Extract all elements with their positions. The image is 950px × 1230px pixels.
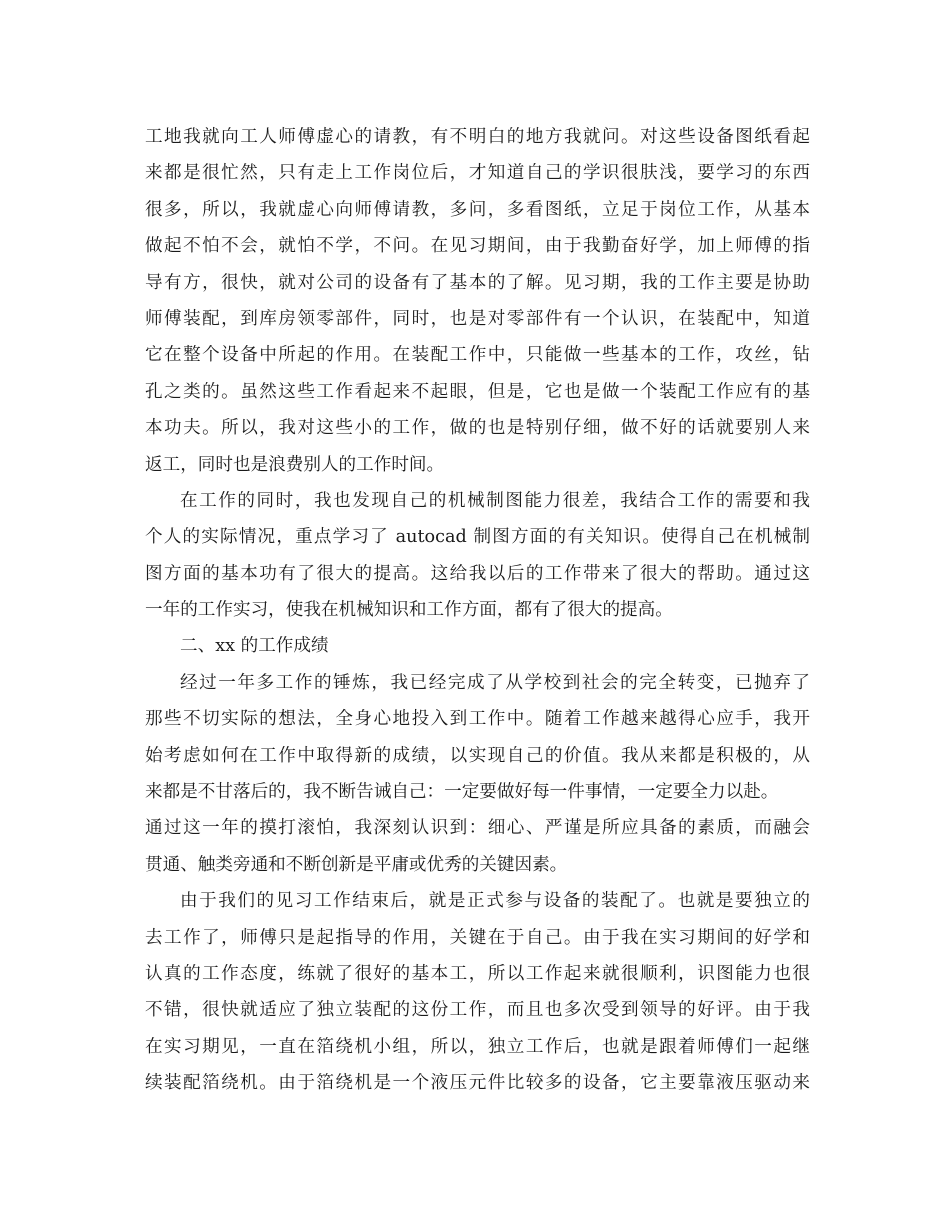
paragraph-transformation [145,665,810,883]
text-line: 本功夫。所以，我对这些小的工作，做的也是特别仔细，做不好的话就要别人来 [145,418,810,439]
text-line: 那些不切实际的想法，全身心地投入到工作中。随着工作越来越得心应手，我开 [145,709,810,730]
text-line: 导有方，很快，就对公司的设备有了基本的了解。见习期，我的工作主要是协助 [145,272,810,293]
text-line: 由于我们的见习工作结束后，就是正式参与设备的装配了。也就是要独立的 [180,891,810,912]
text-line: 它在整个设备中所起的作用。在装配工作中，只能做一些基本的工作，攻丝，钻 [145,345,810,366]
text-line: 经过一年多工作的锤炼，我已经完成了从学校到社会的完全转变，已抛弃了 [180,672,810,693]
text-line: 师傅装配，到库房领零部件，同时，也是对零部件有一个认识，在装配中，知道 [145,308,810,329]
text-line: 通过这一年的摸打滚怕，我深刻认识到：细心、严谨是所应具备的素质，而融会 [145,818,810,839]
text-line: 一年的工作实习，使我在机械知识和工作方面，都有了很大的提高。 [145,600,673,621]
document-body [145,119,810,1102]
text-line: 在实习期见，一直在箔绕机小组，所以，独立工作后，也就是跟着师傅们一起继 [145,1036,810,1057]
section-heading: 二、xx 的工作成绩 [180,636,329,657]
text-line: 做起不怕不会，就怕不学，不问。在见习期间，由于我勤奋好学，加上师傅的指 [145,236,810,257]
text-line: 图方面的基本功有了很大的提高。这给我以后的工作带来了很大的帮助。通过这 [145,563,810,584]
text-line: 不错，很快就适应了独立装配的这份工作，而且也多次受到领导的好评。由于我 [145,1000,810,1021]
section-heading-achievements [145,628,810,664]
text-line: 在工作的同时，我也发现自己的机械制图能力很差，我结合工作的需要和我 [180,490,810,511]
text-line: 个人的实际情况，重点学习了 autocad 制图方面的有关知识。使得自己在机械制 [145,527,810,548]
text-line: 续装配箔绕机。由于箔绕机是一个液压元件比较多的设备，它主要靠液压驱动来 [145,1073,810,1094]
text-line: 返工，同时也是浪费别人的工作时间。 [145,454,445,475]
paragraph-apprenticeship [145,119,810,483]
text-line: 来都是很忙然，只有走上工作岗位后，才知道自己的学识很肤浅，要学习的东西 [145,163,810,184]
text-line: 孔之类的。虽然这些工作看起来不起眼，但是，它也是做一个装配工作应有的基 [145,381,810,402]
text-line: 来都是不甘落后的，我不断告诫自己：一定要做好每一件事情，一定要全力以赴。 [145,782,779,803]
paragraph-drawing-skills [145,483,810,629]
text-line: 贯通、触类旁通和不断创新是平庸或优秀的关键因素。 [145,854,568,875]
text-line: 始考虑如何在工作中取得新的成绩，以实现自己的价值。我从来都是积极的，从 [145,745,810,766]
text-line: 认真的工作态度，练就了很好的基本工，所以工作起来就很顺利，识图能力也很 [145,963,810,984]
paragraph-independent-work [145,883,810,1101]
text-line: 工地我就向工人师傅虚心的请教，有不明白的地方我就问。对这些设备图纸看起 [145,127,810,147]
text-line: 很多，所以，我就虚心向师傅请教，多问，多看图纸，立足于岗位工作，从基本 [145,199,810,220]
text-line: 去工作了，师傅只是起指导的作用，关键在于自己。由于我在实习期间的好学和 [145,927,810,948]
